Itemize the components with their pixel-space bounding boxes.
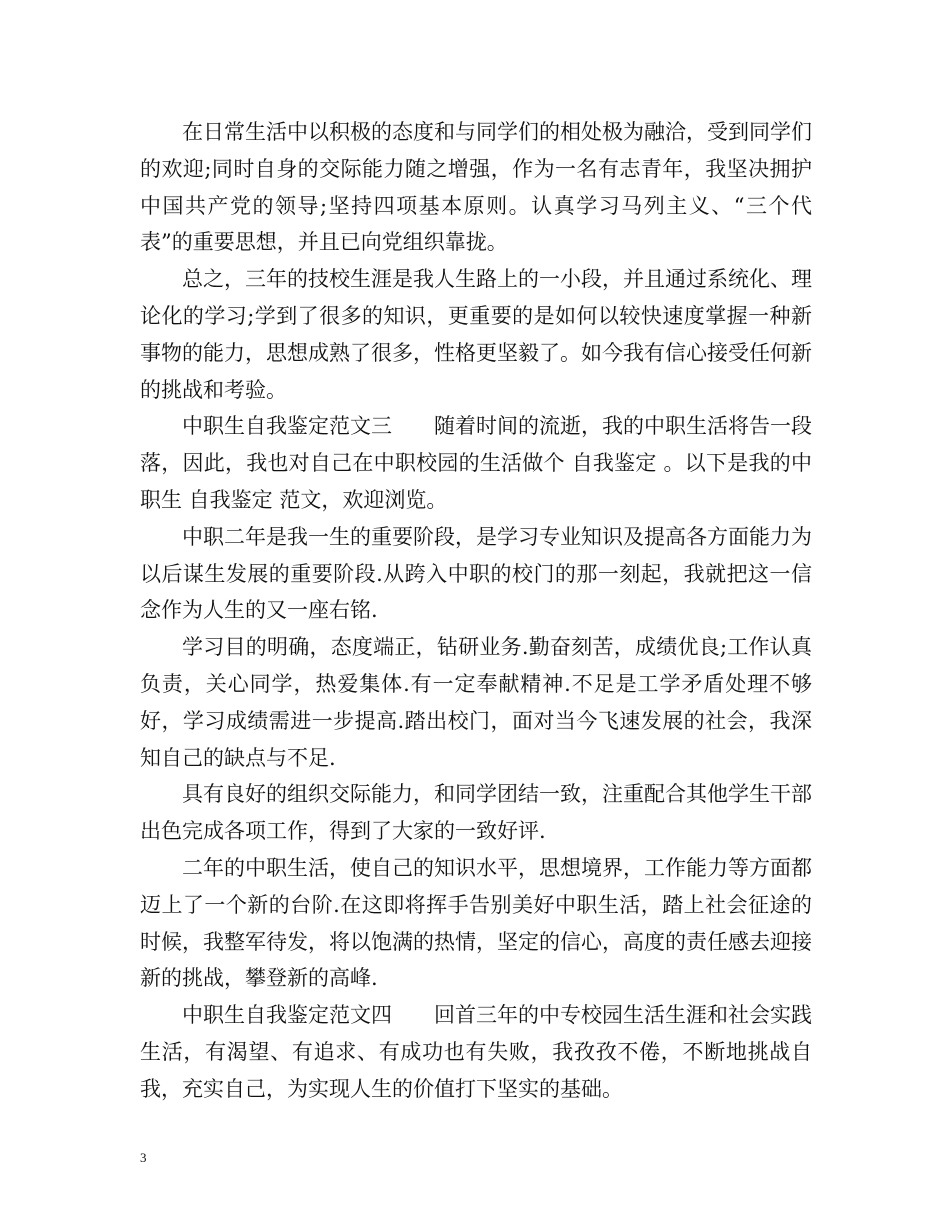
paragraph: 总之，三年的技校生涯是我人生路上的一小段，并且通过系统化、理论化的学习;学到了很多的知识，更重要的是如何以较快速度掌握一种新事物的能力，思想成熟了很多，性格更坚毅了。如今我有信心接受任何新的挑战和考验。 [140,267,812,402]
paragraph: 具有良好的组织交际能力，和同学团结一致，注重配合其他学生干部出色完成各项工作，得到了大家的一致好评. [140,782,812,844]
paragraph: 中职生自我鉴定范文三 随着时间的流逝，我的中职生活将告一段落，因此，我也对自己在中职校园的生活做个 自我鉴定 。以下是我的中职生 自我鉴定 范文，欢迎浏览。 [140,414,812,512]
page-number: 3 [140,1150,147,1165]
document-body [140,114,812,1108]
paragraph: 中职二年是我一生的重要阶段，是学习专业知识及提高各方面能力为以后谋生发展的重要阶段.从跨入中职的校门的那一刻起，我就把这一信念作为人生的又一座右铭. [140,524,812,623]
paragraph: 在日常生活中以积极的态度和与同学们的相处极为融洽，受到同学们的欢迎;同时自身的交际能力随之增强，作为一名有志青年，我坚决拥护中国共产党的领导;坚持四项基本原则。认真学习马列主义、“三个代表”的重要思想，并且已向党组织靠拢。 [140,120,812,255]
paragraph: 学习目的明确，态度端正，钻研业务.勤奋刻苦，成绩优良;工作认真负责，关心同学，热爱集体.有一定奉献精神.不足是工学矛盾处理不够好，学习成绩需进一步提高.踏出校门，面对当今飞速发展的社会，我深知自己的缺点与不足. [140,635,812,770]
paragraph: 二年的中职生活，使自己的知识水平，思想境界，工作能力等方面都迈上了一个新的台阶.在这即将挥手告别美好中职生活，踏上社会征途的时候，我整军待发，将以饱满的热情，坚定的信心，高度的责任感去迎接新的挑战，攀登新的高峰. [140,855,812,991]
paragraph: 中职生自我鉴定范文四 回首三年的中专校园生活生涯和社会实践生活，有渴望、有追求、有成功也有失败，我孜孜不倦，不断地挑战自我，充实自己，为实现人生的价值打下坚实的基础。 [140,1003,812,1101]
